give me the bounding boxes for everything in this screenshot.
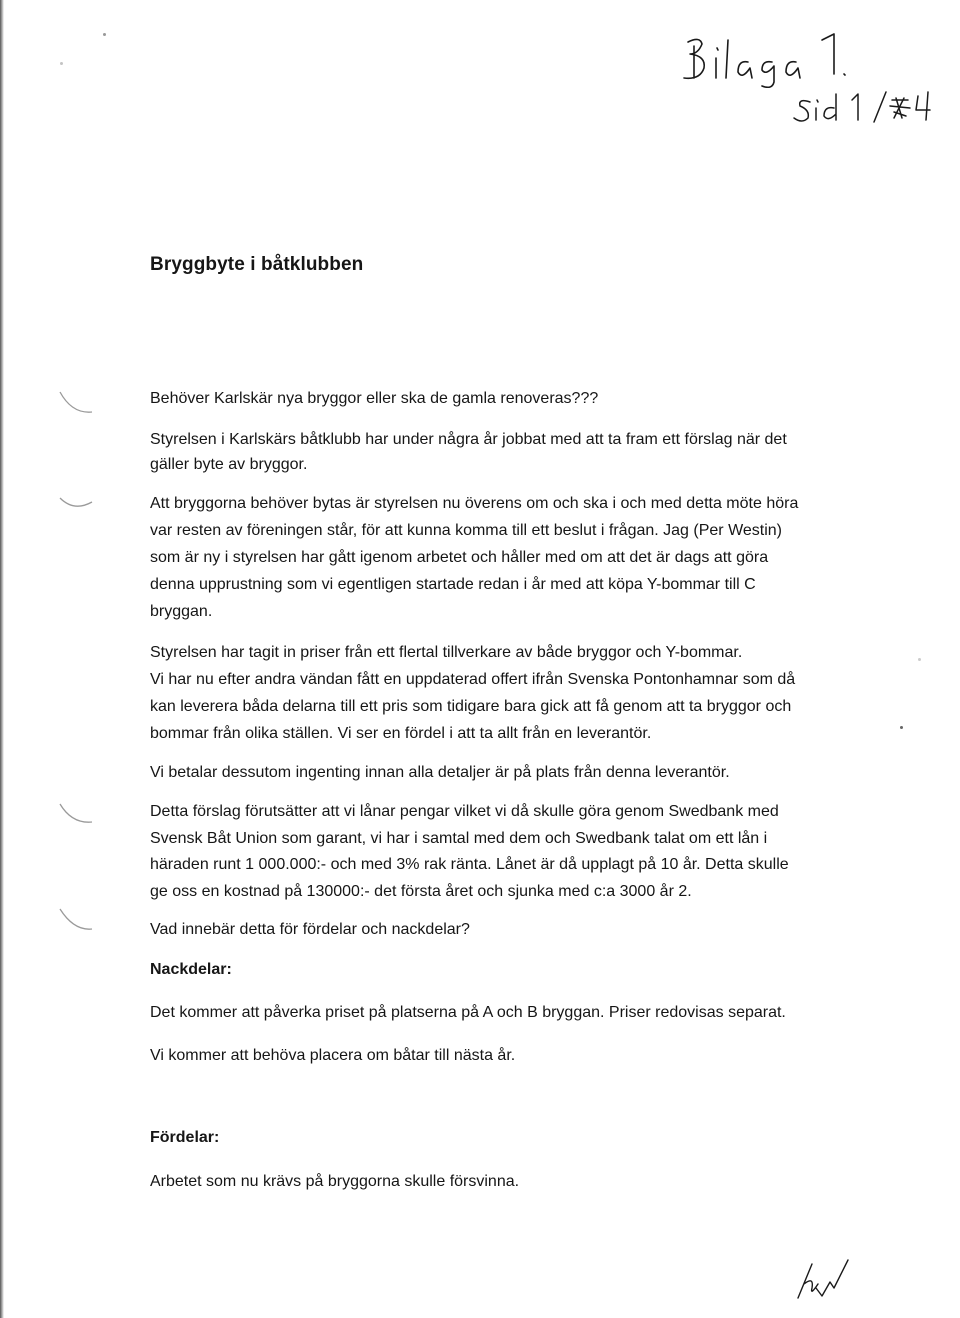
nackdelar-item: Vi kommer att behöva placera om båtar till nästa år. (150, 1047, 516, 1064)
punch-hole-mark (58, 492, 94, 522)
paragraph-background: Styrelsen i Karlskärs båtklubb har under några år jobbat med att ta fram ett förslag när det gäller byte av bryggor. (150, 430, 787, 473)
fordelar-heading: Fördelar: (150, 1128, 220, 1146)
handwritten-page-number (790, 86, 940, 130)
paragraph-question: Vad innebär detta för fördelar och nackdelar? (150, 921, 470, 938)
document-title: Bryggbyte i båtklubben (150, 254, 364, 275)
nackdelar-item: Det kommer att påverka priset på platserna på A och B bryggan. Priser redovisas separat. (150, 1003, 786, 1021)
handwritten-bilaga (676, 28, 876, 88)
paragraph-loan: Detta förslag förutsätter att vi lånar pengar vilket vi då skulle göra genom Swedbank med Svensk Båt Union som garant, vi har i samtal med dem och Swedbank talat om ett lån i häraden runt 1 000.000:- och med 3% rak ränta. Lånet är då upplagt på 10 år. Detta skulle ge oss en kostnad på 130000:- det första året och sjunka med c:a 3000 år 2. (150, 803, 789, 900)
punch-hole-mark (58, 905, 94, 935)
fordelar-item: Arbetet som nu krävs på bryggorna skulle försvinna. (150, 1172, 520, 1190)
scan-edge (0, 0, 4, 1318)
document-body (150, 386, 870, 1194)
nackdelar-heading: Nackdelar: (150, 960, 232, 978)
punch-hole-mark (58, 800, 94, 830)
paragraph-need: Att bryggorna behöver bytas är styrelsen nu överens om och ska i och med detta möte höra var resten av föreningen står, för att kunna komma till ett beslut i frågan. Jag (Per Westin) som är ny i styrelsen har gått igenom arbetet och håller med om att det är dags att göra denna upprustning som vi egentligen startade redan i år med att köpa Y-bommar till C bryggan. (150, 494, 799, 620)
scan-speck (900, 726, 903, 729)
paragraph-payment: Vi betalar dessutom ingenting innan alla detaljer är på plats från denna leverantör. (150, 763, 730, 781)
punch-hole-mark (58, 388, 94, 418)
scan-speck (60, 62, 63, 65)
scan-speck (918, 658, 921, 661)
signature-initials (792, 1254, 852, 1304)
intro-question: Behöver Karlskär nya bryggor eller ska de gamla renoveras??? (150, 390, 599, 407)
paragraph-offers: Styrelsen har tagit in priser från ett flertal tillverkare av både bryggor och Y-bommar. Vi har nu efter andra vändan fått en uppdaterad offert ifrån Svenska Pontonhamnar som då kan leverera båda delarna till ett pris som tidigare bara gick att få genom att ta bryggor och bommar från olika ställen. Vi ser en fördel i att ta allt från en leverantör. (150, 643, 796, 742)
scan-speck (103, 33, 106, 36)
